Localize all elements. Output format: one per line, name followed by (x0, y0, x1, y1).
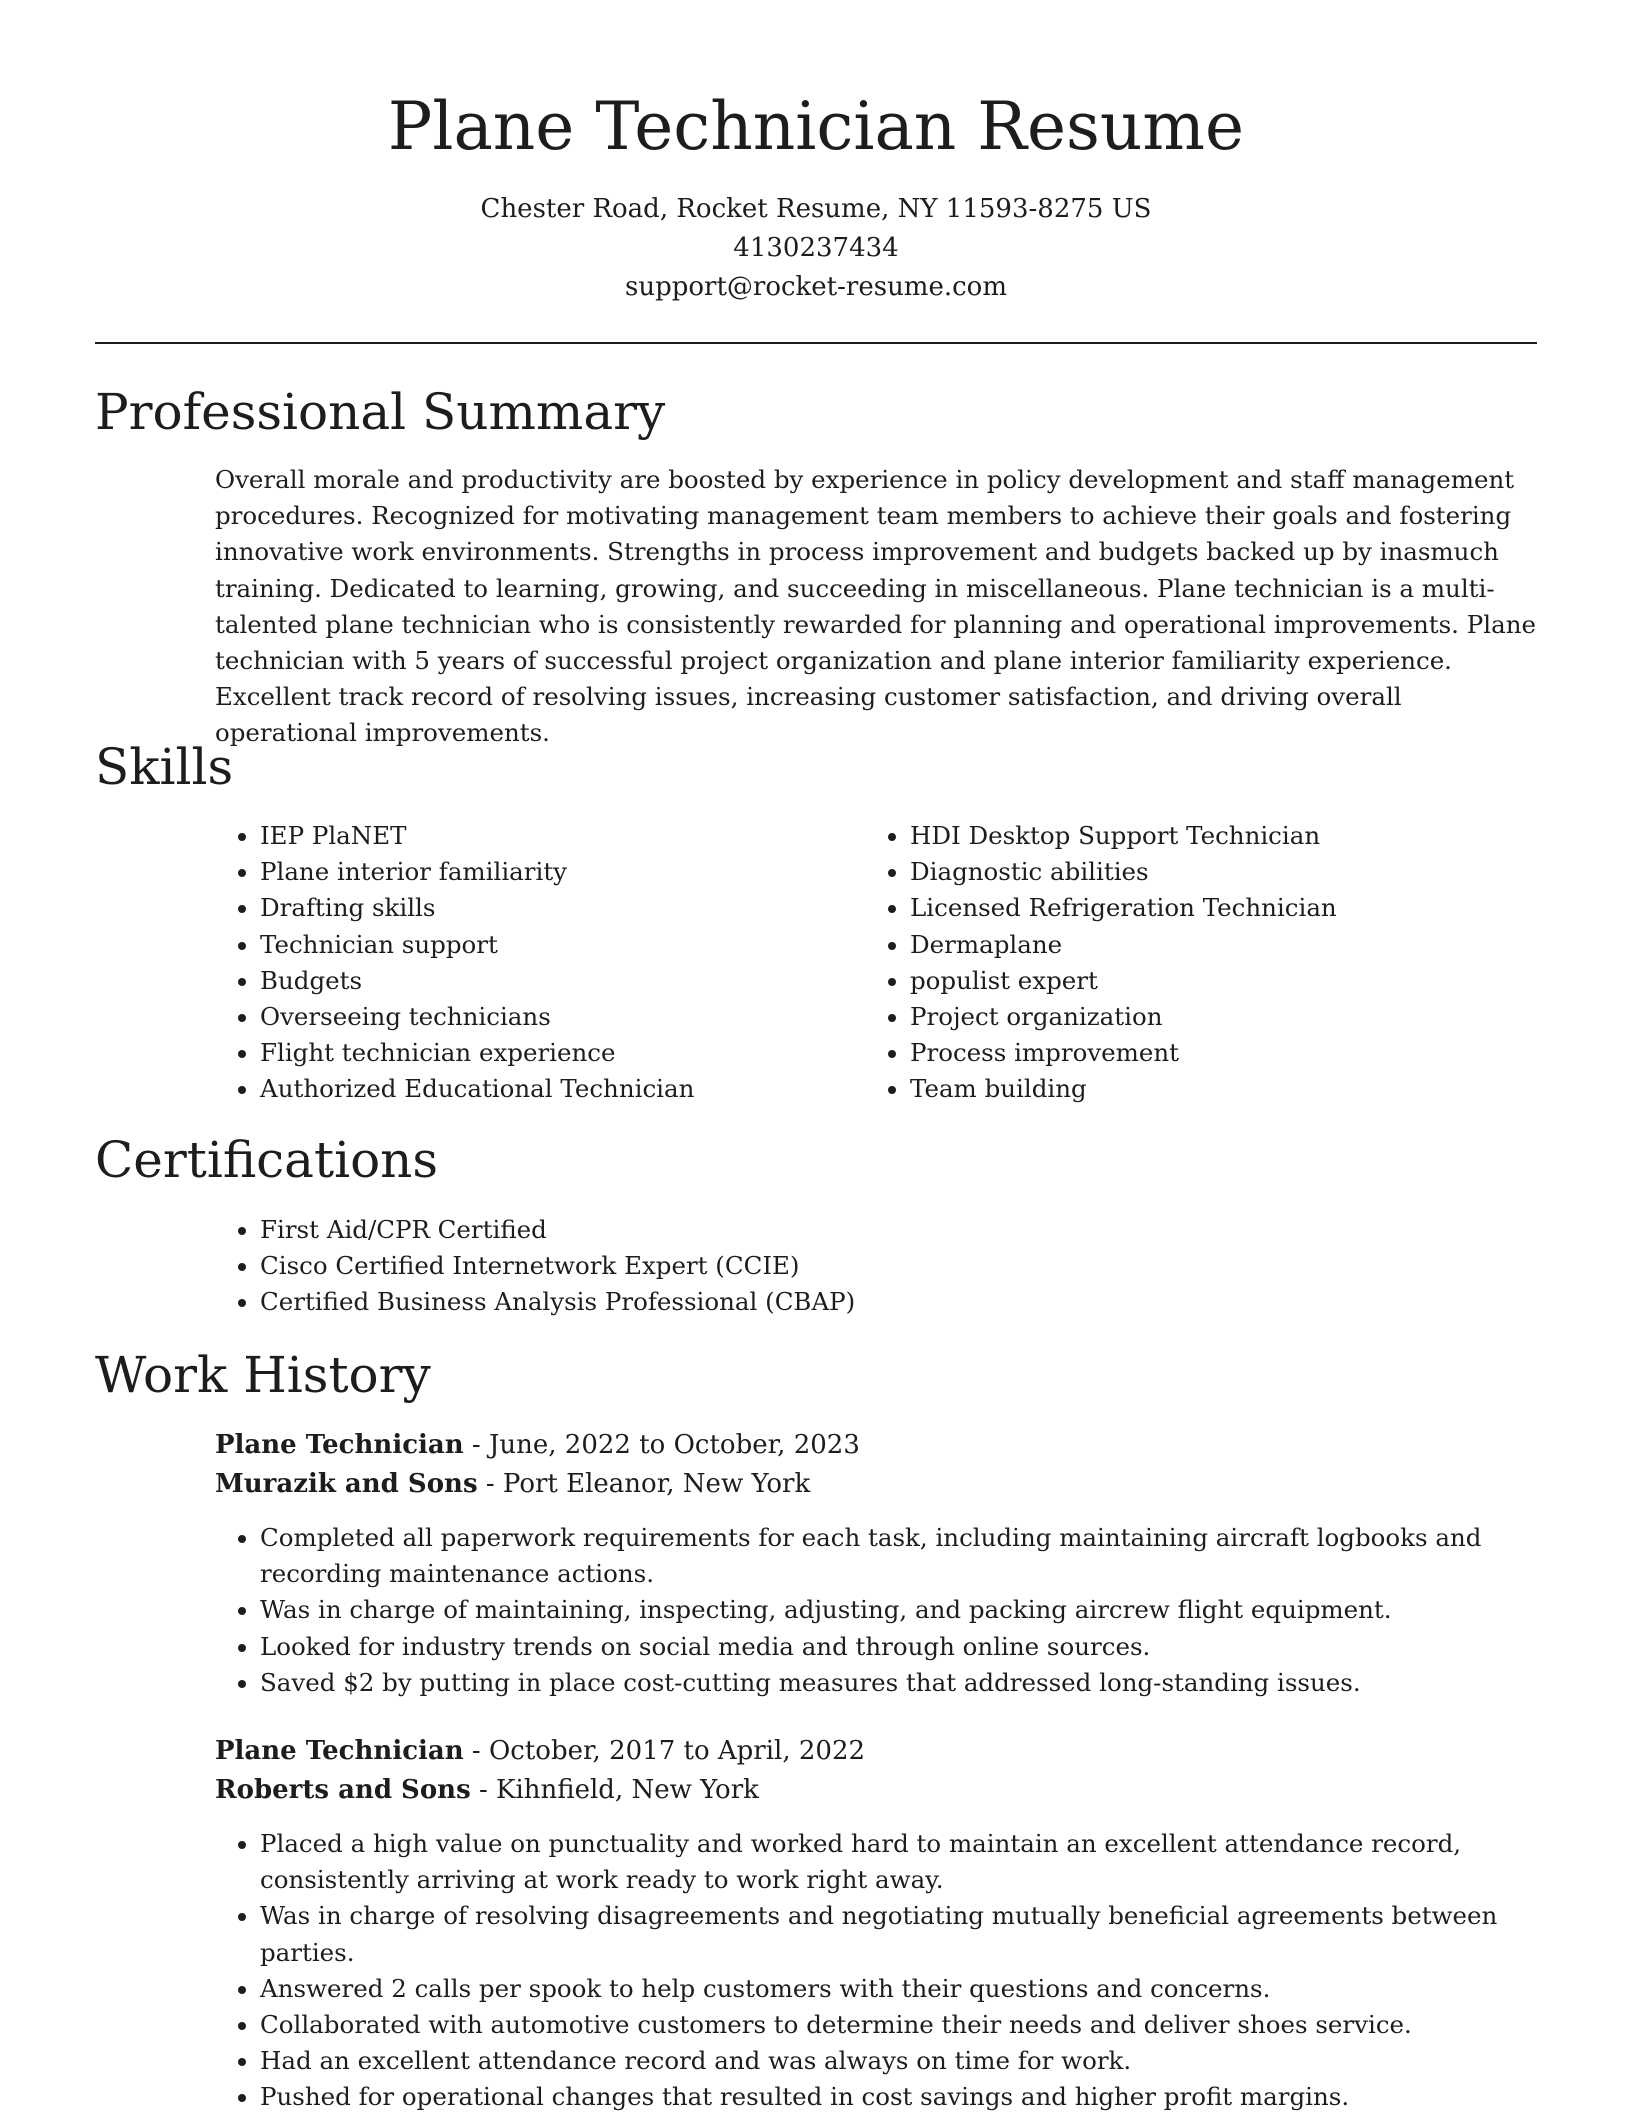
job-bullets (215, 1826, 1535, 2116)
skill-item: • Technician support (260, 927, 820, 963)
job-location: - Port Eleanor, New York (477, 1469, 811, 1499)
phone: 4130237434 (733, 233, 899, 263)
job-bullet: • Collaborated with automotive customers to determine their needs and deliver shoes service. (260, 2007, 1535, 2043)
certification-item: • Certified Business Analysis Professional (CBAP) (260, 1284, 1260, 1320)
job-company: Roberts and Sons (215, 1775, 471, 1805)
header-divider (95, 342, 1537, 344)
job-dates: - October, 2017 to April, 2022 (463, 1736, 866, 1766)
skill-item: • IEP PlaNET (260, 818, 820, 854)
job-header (215, 1732, 865, 1810)
skill-item: • Overseeing technicians (260, 999, 820, 1035)
contact-block (0, 190, 1632, 307)
job-bullet: • Was in charge of maintaining, inspecting, adjusting, and packing aircrew flight equipment. (260, 1592, 1535, 1628)
skills-heading: Skills (95, 738, 234, 796)
certifications-list (215, 1212, 1260, 1321)
certifications-heading: Certifications (95, 1131, 439, 1189)
summary-text: Overall morale and productivity are boosted by experience in policy development and staff management procedures. Recognized for motivating management team members to achieve their goals and fostering innovative work environments. Strengths in process improvement and budgets backed up by inasmuch training. Dedicated to learning, growing, and succeeding in miscellaneous. Plane technician is a multi-talented plane technician who is consistently rewarded for planning and operational improvements. Plane technician with 5 years of successful project organization and plane interior familiarity experience. Excellent track record of resolving issues, increasing customer satisfaction, and driving overall operational improvements. (215, 465, 1536, 748)
certification-item: • First Aid/CPR Certified (260, 1212, 1260, 1248)
skill-item: • HDI Desktop Support Technician (910, 818, 1510, 854)
job-bullets (215, 1520, 1535, 1701)
skill-item: • populist expert (910, 963, 1510, 999)
skill-item: • Dermaplane (910, 927, 1510, 963)
skill-item: • Budgets (260, 963, 820, 999)
job-company: Murazik and Sons (215, 1469, 478, 1499)
job-bullet: • Answered 2 calls per spook to help customers with their questions and concerns. (260, 1971, 1535, 2007)
email: support@rocket-resume.com (624, 272, 1007, 302)
skills-list-right (865, 818, 1510, 1108)
skills-list-left (215, 818, 820, 1108)
skill-item: • Licensed Refrigeration Technician (910, 890, 1510, 926)
job-bullet: • Was in charge of resolving disagreements and negotiating mutually beneficial agreements between parties. (260, 1898, 1535, 1970)
resume-title: Plane Technician Resume (387, 88, 1245, 165)
certification-item: • Cisco Certified Internetwork Expert (CCIE) (260, 1248, 1260, 1284)
skill-item: • Process improvement (910, 1035, 1510, 1071)
job-title: Plane Technician (215, 1430, 464, 1460)
job-dates: - June, 2022 to October, 2023 (463, 1430, 860, 1460)
job-bullet: • Pushed for operational changes that resulted in cost savings and higher profit margins. (260, 2079, 1535, 2115)
skill-item: • Team building (910, 1071, 1510, 1107)
address: Chester Road, Rocket Resume, NY 11593-8275 US (480, 194, 1152, 224)
job-bullet: • Had an excellent attendance record and was always on time for work. (260, 2043, 1535, 2079)
skill-item: • Diagnostic abilities (910, 854, 1510, 890)
summary-heading: Professional Summary (95, 383, 666, 441)
job-bullet: • Completed all paperwork requirements for each task, including maintaining aircraft logbooks and recording maintenance actions. (260, 1520, 1535, 1592)
skill-item: • Plane interior familiarity (260, 854, 820, 890)
skill-item: • Project organization (910, 999, 1510, 1035)
work-history-heading: Work History (95, 1346, 431, 1404)
job-bullet: • Placed a high value on punctuality and worked hard to maintain an excellent attendance record, consistently arriving at work ready to work right away. (260, 1826, 1535, 1898)
job-header (215, 1426, 860, 1504)
skill-item: • Flight technician experience (260, 1035, 820, 1071)
job-location: - Kihnfield, New York (470, 1775, 759, 1805)
skill-item: • Drafting skills (260, 890, 820, 926)
job-bullet: • Looked for industry trends on social media and through online sources. (260, 1629, 1535, 1665)
job-title: Plane Technician (215, 1736, 464, 1766)
skill-item: • Authorized Educational Technician (260, 1071, 820, 1107)
job-bullet: • Saved $2 by putting in place cost-cutting measures that addressed long-standing issues. (260, 1665, 1535, 1701)
